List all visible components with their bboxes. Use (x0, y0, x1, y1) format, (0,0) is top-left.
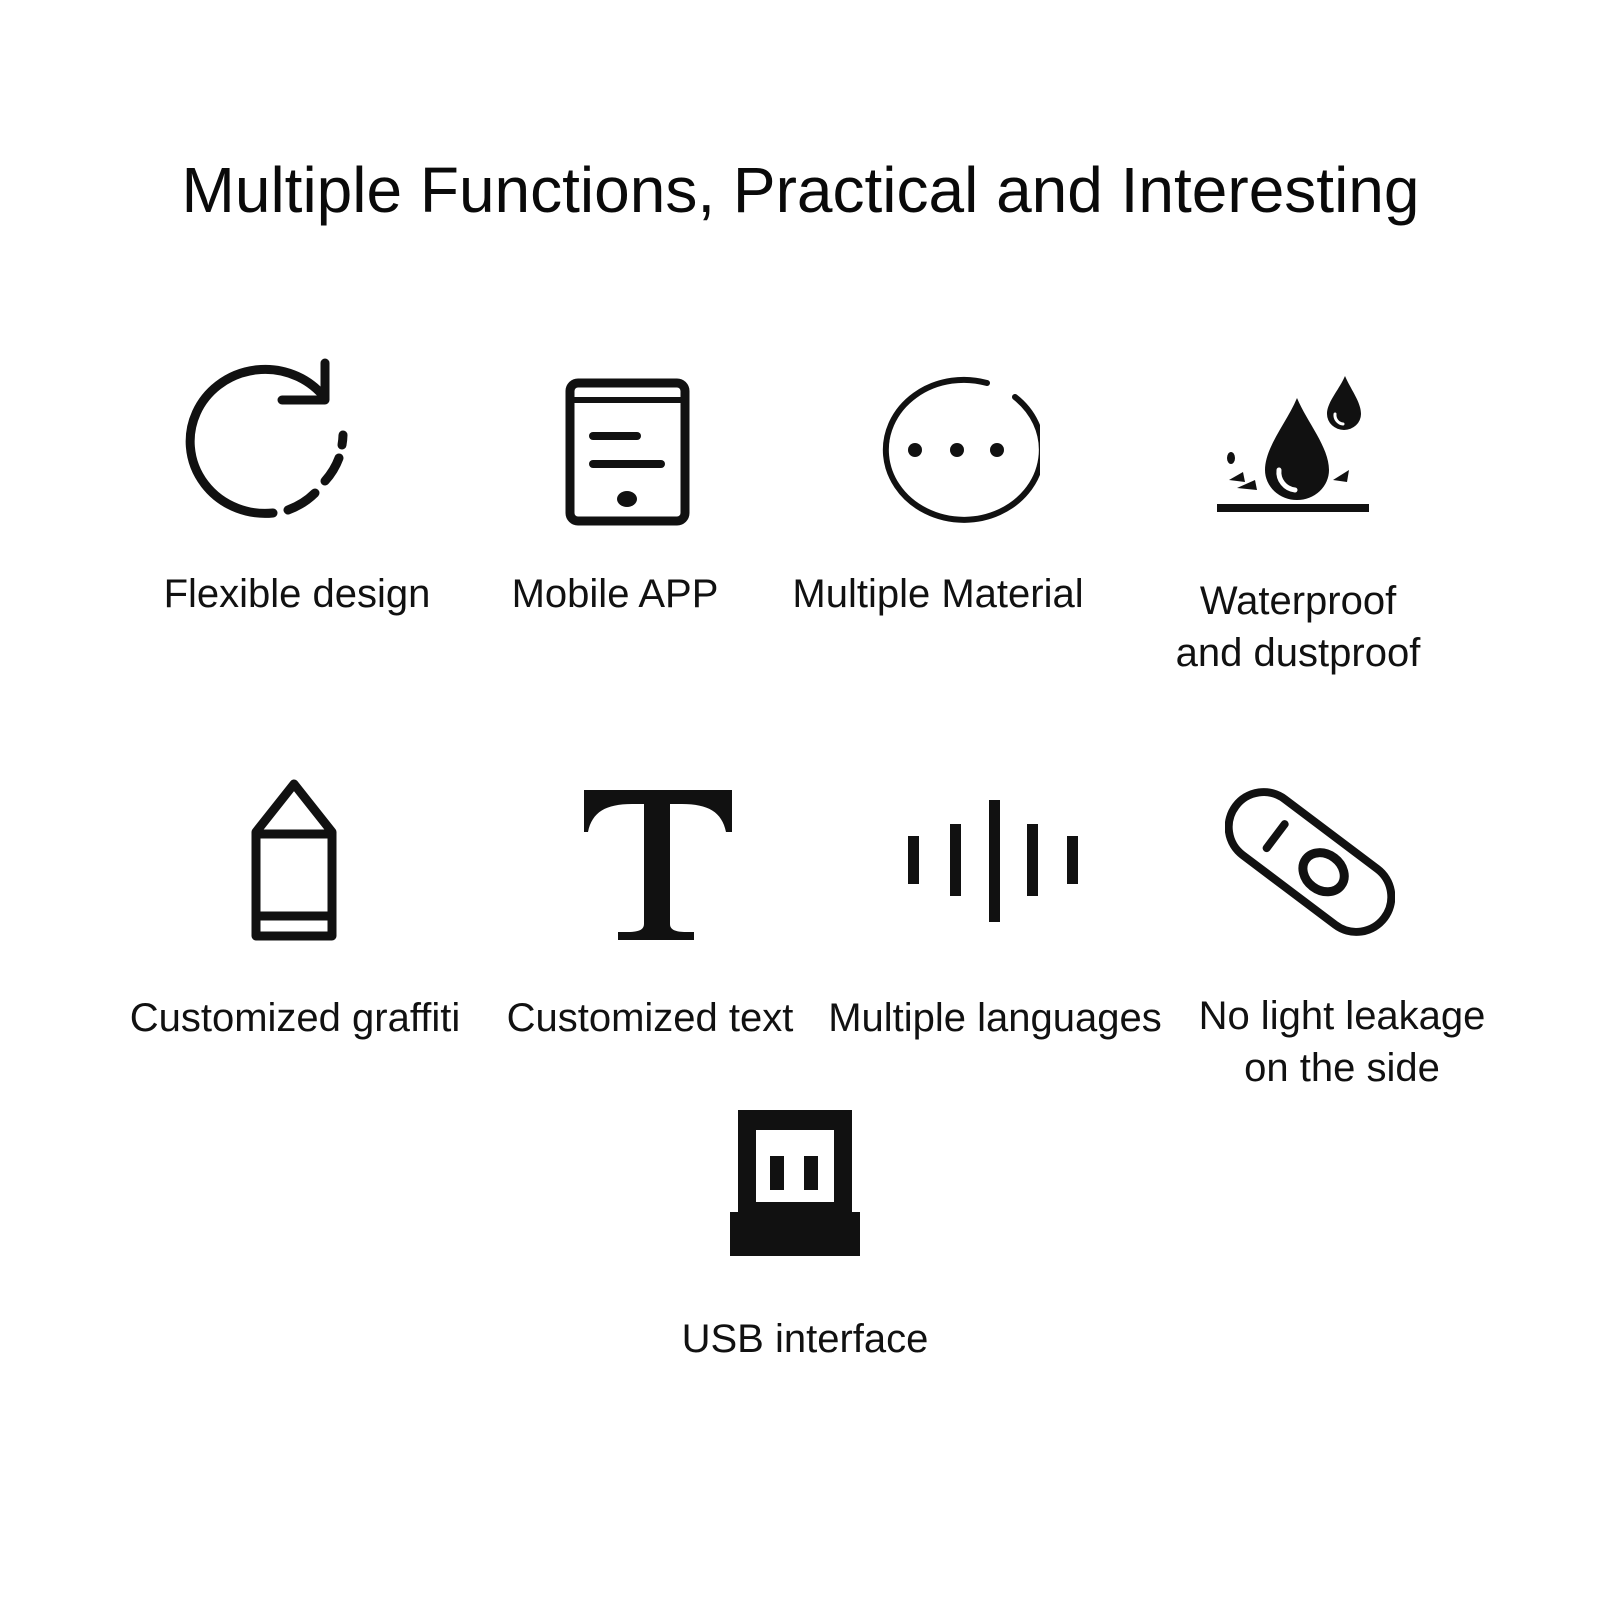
feature-label-line: Flexible design (163, 572, 431, 616)
switch-capsule-icon (1225, 785, 1395, 940)
water-drops-icon (1215, 372, 1375, 522)
feature-label (728, 568, 1148, 620)
feature-label-line: and dustproof (1175, 631, 1421, 675)
refresh-icon (185, 358, 355, 523)
feature-label-line: Customized graffiti (129, 996, 461, 1040)
feature-label-line: Mobile APP (511, 572, 719, 616)
sound-wave-icon (905, 798, 1081, 924)
page-title: Multiple Functions, Practical and Interesting (181, 154, 1420, 226)
feature-label-line: on the side (1244, 1046, 1440, 1090)
feature-label-line: USB interface (681, 1317, 929, 1361)
text-t-icon (582, 790, 734, 942)
feature-label-line: Waterproof (1199, 579, 1397, 623)
feature-label (1088, 575, 1508, 679)
feature-label-line: Customized text (506, 996, 794, 1040)
feature-label-line: Multiple languages (828, 996, 1162, 1040)
feature-label-line: Multiple Material (792, 572, 1084, 616)
tablet-app-icon (565, 378, 690, 526)
usb-port-icon (728, 1108, 862, 1258)
feature-label-line: No light leakage (1198, 994, 1486, 1038)
feature-label (595, 1313, 1015, 1365)
feature-label (1132, 990, 1552, 1094)
pencil-icon (250, 778, 338, 946)
chat-bubble-dots-icon (875, 375, 1040, 525)
